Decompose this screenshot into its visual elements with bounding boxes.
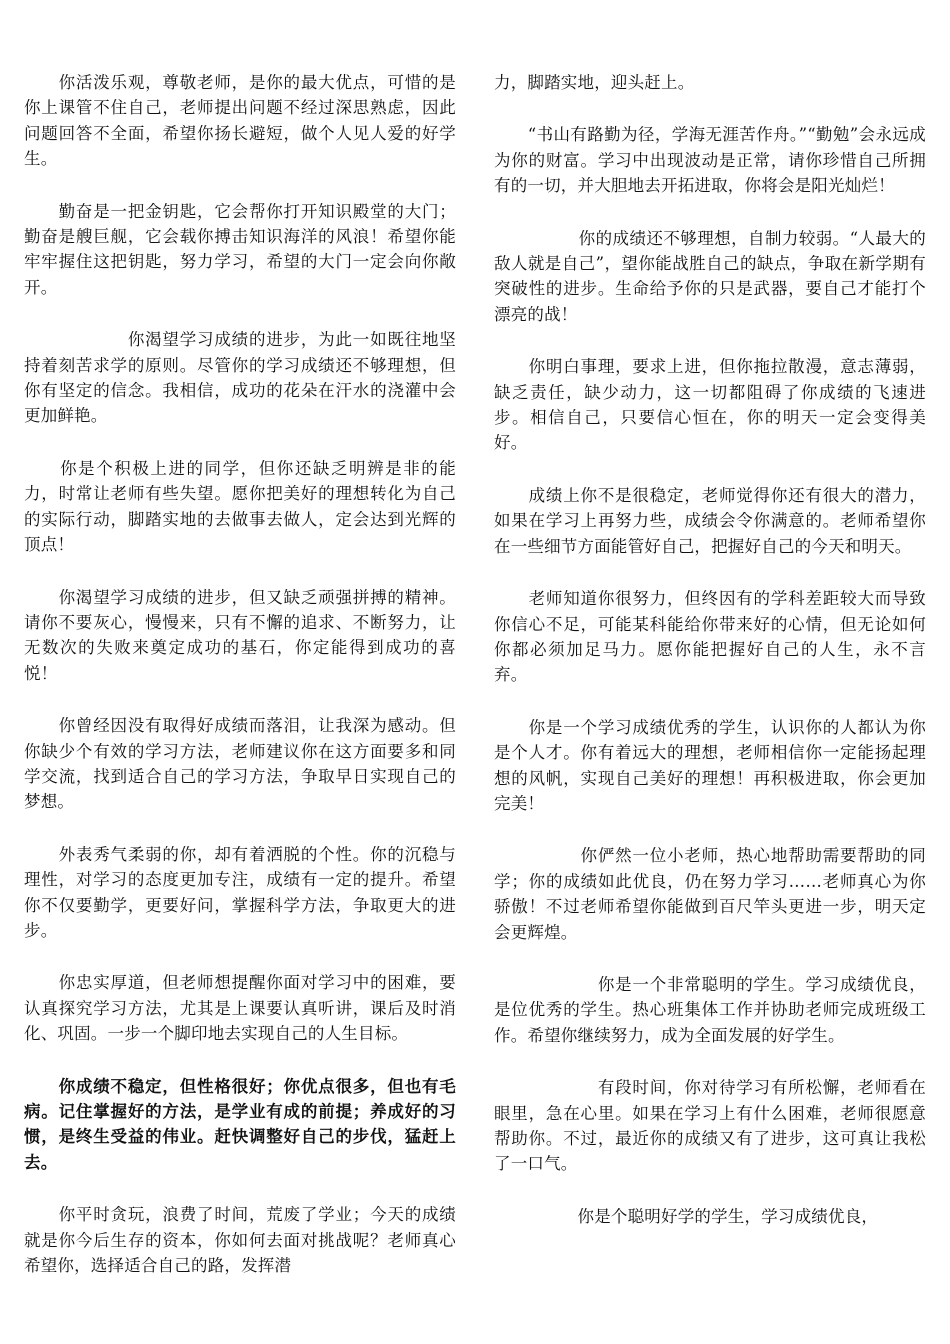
paragraph-gap (24, 429, 456, 456)
paragraph-gap (24, 300, 456, 327)
paragraph-gap (494, 95, 926, 122)
paragraph-gap (24, 1047, 456, 1074)
paragraph-gap (494, 199, 926, 226)
comment-paragraph: 外表秀气柔弱的你，却有着洒脱的个性。你的沉稳与理性，对学习的态度更加专注，成绩有一定的提升。希望你不仅要勤学，更要好问，掌握科学方法，争取更大的进步。 (24, 844, 456, 940)
paragraph-gap (494, 688, 926, 715)
paragraph-gap (494, 456, 926, 483)
comment-paragraph: 你平时贪玩，浪费了时间，荒废了学业；今天的成绩就是你今后生存的资本，你如何去面对挑战呢？老师真心希望你，选择适合自己的路，发挥潜 (24, 1205, 456, 1276)
paragraph-gap (24, 815, 456, 842)
comment-paragraph: 你俨然一位小老师，热心地帮助需要帮助的同学；你的成绩如此优良，仍在努力学习……老师真心为你骄傲！不过老师希望你能做到百尺竿头更进一步，明天定会更辉煌。 (494, 846, 926, 942)
comment-paragraph: 老师知道你很努力，但终因有的学科差距较大而导致你信心不足，可能某科能给你带来好的心情，但无论如何你都必须加足马力。愿你能把握好自己的人生，永不言弃。 (494, 589, 926, 685)
comment-paragraph: 勤奋是一把金钥匙，它会帮你打开知识殿堂的大门；勤奋是艘巨舰，它会载你搏击知识海洋的风浪！希望你能牢牢握住这把钥匙，努力学习，希望的大门一定会向你敞开。 (24, 201, 456, 297)
comment-paragraph: 你忠实厚道，但老师想提醒你面对学习中的困难，要认真探究学习方法，尤其是上课要认真听讲，课后及时消化、巩固。一步一个脚印地去实现自己的人生目标。 (24, 973, 456, 1044)
comment-paragraph: 你是个聪明好学的学生，学习成绩优良， (494, 1206, 879, 1226)
comment-paragraph: 力，脚踏实地，迎头赶上。 (494, 73, 695, 92)
comment-paragraph: 你明白事理，要求上进，但你拖拉散漫，意志薄弱，缺乏责任，缺少动力，这一切都阻碍了你成绩的飞速进步。相信自己，只要信心恒在，你的明天一定会变得美好。 (494, 357, 926, 453)
paragraph-gap (24, 943, 456, 970)
comment-paragraph: 有段时间，你对待学习有所松懈，老师看在眼里，急在心里。如果在学习上有什么困难，老师很愿意帮助你。不过，最近你的成绩又有了进步，这可真让我松了一口气。 (494, 1078, 926, 1174)
comment-paragraph: 成绩上你不是很稳定，老师觉得你还有很大的潜力，如果在学习上再努力些，成绩会令你满意的。老师希望你在一些细节方面能管好自己，把握好自己的今天和明天。 (494, 485, 926, 556)
comment-paragraph: 你的成绩还不够理想，自制力较弱。“人最大的敌人就是自己”，望你能战胜自己的缺点，争取在新学期有突破性的进步。生命给予你的只是武器，要自己才能打个漂亮的战！ (494, 228, 926, 324)
paragraph-gap (24, 686, 456, 713)
paragraph-gap (494, 816, 926, 843)
comment-paragraph: 你渴望学习成绩的进步，但又缺乏顽强拼搏的精神。请你不要灰心，慢慢来，只有不懈的追求、不断努力，让无数次的失败来奠定成功的基石，你定能得到成功的喜悦！ (24, 587, 456, 683)
paragraph-gap (494, 945, 926, 972)
right-column (494, 70, 926, 1229)
comment-paragraph: 你曾经因没有取得好成绩而落泪，让我深为感动。但你缺少个有效的学习方法，老师建议你在这方面要多和同学交流，找到适合自己的学习方法，争取早日实现自己的梦想。 (24, 716, 456, 812)
comment-paragraph: 你是一个学习成绩优秀的学生，认识你的人都认为你是个人才。你有着远大的理想，老师相信你一定能扬起理想的风帆，实现自己美好的理想！再积极进取，你会更加完美！ (494, 717, 926, 813)
comment-paragraph: “书山有路勤为径，学海无涯苦作舟。”“勤勉”会永远成为你的财富。学习中出现波动是正常，请你珍惜自己所拥有的一切，并大胆地去开拓进取，你将会是阳光灿烂！ (494, 125, 926, 196)
comment-paragraph-bold: 你成绩不稳定，但性格很好；你优点很多，但也有毛病。记住掌握好的方法，是学业有成的前提；养成好的习惯，是终生受益的伟业。赶快调整好自己的步伐，猛赶上去。 (24, 1076, 456, 1172)
paragraph-gap (494, 327, 926, 354)
comment-paragraph: 你是一个非常聪明的学生。学习成绩优良，是位优秀的学生。热心班集体工作并协助老师完成班级工作。希望你继续努力，成为全面发展的好学生。 (494, 974, 926, 1045)
comment-paragraph: 你是个积极上进的同学，但你还缺乏明辨是非的能力，时常让老师有些失望。愿你把美好的理想转化为自己的实际行动，脚踏实地的去做事去做人，定会达到光辉的顶点！ (24, 458, 456, 555)
paragraph-gap (494, 559, 926, 586)
comment-paragraph: 你渴望学习成绩的进步，为此一如既往地坚持着刻苦求学的原则。尽管你的学习成绩还不够理想，但你有坚定的信念。我相信，成功的花朵在汗水的浇灌中会更加鲜艳。 (24, 330, 456, 426)
comment-paragraph: 你活泼乐观，尊敬老师，是你的最大优点，可惜的是你上课管不住自己，老师提出问题不经过深思熟虑，因此问题回答不全面，希望你扬长避短，做个人见人爱的好学生。 (24, 73, 456, 169)
paragraph-gap (494, 1048, 926, 1075)
paragraph-gap (24, 558, 456, 585)
left-column (24, 70, 456, 1278)
paragraph-gap (494, 1177, 926, 1204)
paragraph-gap (24, 172, 456, 199)
paragraph-gap (24, 1175, 456, 1202)
